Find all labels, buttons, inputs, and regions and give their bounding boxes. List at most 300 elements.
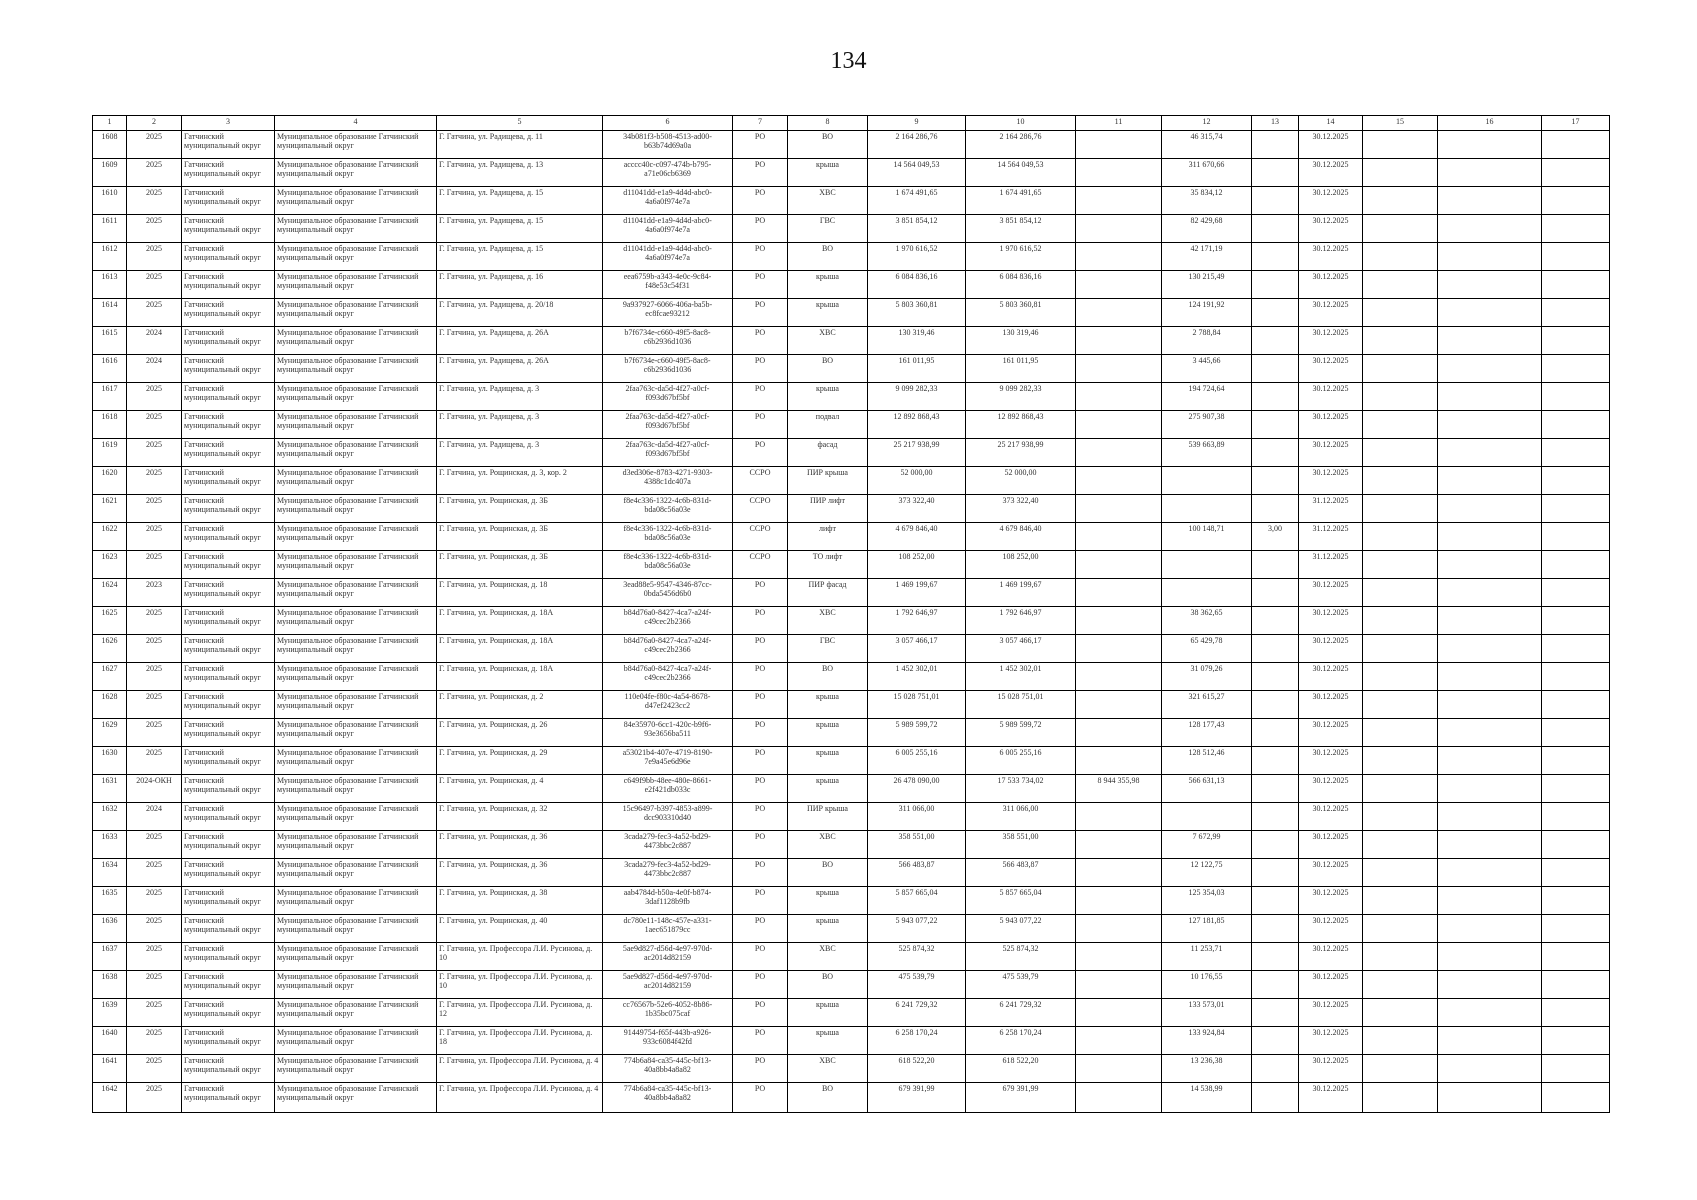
table-cell: Гатчинский муниципальный округ [182,467,275,495]
table-cell: РО [733,859,788,887]
header-row [93,116,1610,131]
table-cell: b84d76a0-8427-4ca7-a24f-c49cec2b2366 [603,635,733,663]
table-cell: 52 000,00 [868,467,966,495]
table-cell: 1609 [93,159,127,187]
table-cell: крыша [788,271,868,299]
table-cell: крыша [788,159,868,187]
table-cell: 618 522,20 [966,1055,1076,1083]
table-cell: РО [733,299,788,327]
table-row [93,607,1610,635]
column-header: 7 [733,116,788,131]
table-cell [1076,299,1162,327]
table-cell [1542,243,1610,271]
table-cell: 130 319,46 [868,327,966,355]
table-cell [1363,383,1438,411]
table-cell: 52 000,00 [966,467,1076,495]
table-cell: Гатчинский муниципальный округ [182,747,275,775]
table-cell [1076,215,1162,243]
table-cell [1542,187,1610,215]
table-cell: 1 792 646,97 [868,607,966,635]
table-cell: Г. Гатчина, ул. Рощинская, д. 29 [437,747,603,775]
table-cell: 5 989 599,72 [868,719,966,747]
table-cell [1076,411,1162,439]
table-cell: РО [733,663,788,691]
table-row [93,131,1610,159]
table-cell: Гатчинский муниципальный округ [182,775,275,803]
table-cell: 774b6a84-ca35-445c-bf13-40a8bb4a8a82 [603,1083,733,1113]
table-row [93,299,1610,327]
table-cell: 30.12.2025 [1299,831,1363,859]
table-cell: 2025 [127,915,182,943]
table-cell [1363,299,1438,327]
table-cell [1363,719,1438,747]
table-cell: Г. Гатчина, ул. Радищева, д. 20/18 [437,299,603,327]
table-cell [1542,635,1610,663]
table-cell: Муниципальное образование Гатчинский муниципальный округ [275,607,437,635]
table-cell: ГВС [788,635,868,663]
table-row [93,859,1610,887]
table-cell [1252,775,1299,803]
table-row [93,355,1610,383]
table-cell: Муниципальное образование Гатчинский муниципальный округ [275,299,437,327]
table-cell [1542,439,1610,467]
table-cell: a53021b4-407e-4719-8190-7e9a45e6d96e [603,747,733,775]
table-cell [1076,467,1162,495]
table-cell: 1615 [93,327,127,355]
table-cell: 679 391,99 [868,1083,966,1113]
table-cell: 2 164 286,76 [868,131,966,159]
table-cell [1252,1055,1299,1083]
table-cell: 34b081f3-b508-4513-ad00-b63b74d69a0a [603,131,733,159]
table-cell [1363,943,1438,971]
table-cell: 161 011,95 [868,355,966,383]
table-cell: 1618 [93,411,127,439]
table-cell: 2 788,84 [1162,327,1252,355]
table-cell: крыша [788,691,868,719]
table-cell: 91449754-f65f-443b-a926-933c6084f42fd [603,1027,733,1055]
table-cell: 1631 [93,775,127,803]
table-cell: 133 924,84 [1162,1027,1252,1055]
table-cell [1363,775,1438,803]
table-cell: Г. Гатчина, ул. Радищева, д. 11 [437,131,603,159]
table-cell [1438,719,1542,747]
table-cell: ВО [788,971,868,999]
table-cell: 108 252,00 [966,551,1076,579]
table-cell: РО [733,131,788,159]
table-cell: крыша [788,299,868,327]
table-cell [1252,187,1299,215]
table-cell: РО [733,1083,788,1113]
table-cell [1363,1083,1438,1113]
table-cell: 566 483,87 [868,859,966,887]
table-cell [1438,187,1542,215]
table-cell: 373 322,40 [868,495,966,523]
table-cell: Муниципальное образование Гатчинский муниципальный округ [275,215,437,243]
table-cell: 679 391,99 [966,1083,1076,1113]
table-cell: крыша [788,1027,868,1055]
table-cell: 321 615,27 [1162,691,1252,719]
table-cell: 2025 [127,271,182,299]
table-cell: 1 674 491,65 [868,187,966,215]
table-cell: 1622 [93,523,127,551]
table-cell: 1633 [93,831,127,859]
table-cell: Муниципальное образование Гатчинский муниципальный округ [275,663,437,691]
table-cell: ХВС [788,187,868,215]
table-cell: РО [733,243,788,271]
table-row [93,159,1610,187]
table-cell: крыша [788,999,868,1027]
table-cell: 2025 [127,971,182,999]
column-header: 13 [1252,116,1299,131]
table-cell: 2023 [127,579,182,607]
table-row [93,747,1610,775]
table-cell: 1641 [93,1055,127,1083]
table-cell: 4 679 846,40 [868,523,966,551]
table-row [93,579,1610,607]
table-cell: 30.12.2025 [1299,299,1363,327]
table-cell: 30.12.2025 [1299,747,1363,775]
table-cell: ХВС [788,943,868,971]
table-cell: ПИР фасад [788,579,868,607]
table-cell: 15 028 751,01 [966,691,1076,719]
table-cell: 1616 [93,355,127,383]
table-row [93,215,1610,243]
table-cell: 161 011,95 [966,355,1076,383]
table-cell: Г. Гатчина, ул. Профессора Л.И. Русинова, д. 4 [437,1055,603,1083]
table-cell [1438,747,1542,775]
table-cell: Гатчинский муниципальный округ [182,327,275,355]
table-cell [1076,159,1162,187]
table-cell: Гатчинский муниципальный округ [182,691,275,719]
table-cell: 311 066,00 [966,803,1076,831]
table-cell: 128 177,43 [1162,719,1252,747]
table-cell [1076,271,1162,299]
table-cell: Гатчинский муниципальный округ [182,243,275,271]
table-row [93,635,1610,663]
table-cell: Муниципальное образование Гатчинский муниципальный округ [275,495,437,523]
table-cell: eea6759b-a343-4e0c-9c84-f48e53c54f31 [603,271,733,299]
table-cell: Гатчинский муниципальный округ [182,131,275,159]
table-cell [1252,803,1299,831]
table-cell: 30.12.2025 [1299,719,1363,747]
table-cell [1438,943,1542,971]
table-cell: 2025 [127,495,182,523]
table-cell: c649f9bb-48ee-480e-8661-e2f421db033c [603,775,733,803]
table-cell: ССРО [733,467,788,495]
table-cell: 9 099 282,33 [868,383,966,411]
table-cell [1252,635,1299,663]
table-cell [1438,215,1542,243]
table-row [93,271,1610,299]
table-cell [1076,551,1162,579]
table-cell: Г. Гатчина, ул. Радищева, д. 16 [437,271,603,299]
table-cell: Г. Гатчина, ул. Радищева, д. 15 [437,215,603,243]
table-cell: крыша [788,915,868,943]
table-cell: 26 478 090,00 [868,775,966,803]
table-cell: 30.12.2025 [1299,1027,1363,1055]
table-cell: 25 217 938,99 [966,439,1076,467]
table-cell [1252,999,1299,1027]
table-cell: Гатчинский муниципальный округ [182,355,275,383]
table-cell: 30.12.2025 [1299,915,1363,943]
table-cell: 1611 [93,215,127,243]
table-cell: Г. Гатчина, ул. Рощинская, д. 36 [437,859,603,887]
table-cell: РО [733,439,788,467]
table-cell [1363,915,1438,943]
table-cell [1542,383,1610,411]
table-cell: 14 564 049,53 [966,159,1076,187]
table-cell: Г. Гатчина, ул. Рощинская, д. 18 [437,579,603,607]
table-row [93,243,1610,271]
table-cell: Муниципальное образование Гатчинский муниципальный округ [275,831,437,859]
table-cell: Муниципальное образование Гатчинский муниципальный округ [275,719,437,747]
table-cell: 30.12.2025 [1299,943,1363,971]
table-cell: 2025 [127,635,182,663]
table-cell: РО [733,999,788,1027]
table-cell: ГВС [788,215,868,243]
table-cell: Г. Гатчина, ул. Рощинская, д. 3Б [437,495,603,523]
table-cell: 2025 [127,887,182,915]
table-cell [1076,859,1162,887]
table-cell: Гатчинский муниципальный округ [182,159,275,187]
table-cell: Муниципальное образование Гатчинский муниципальный округ [275,775,437,803]
table-cell: 84e35970-6cc1-420c-b9f6-93e3656ba511 [603,719,733,747]
table-cell [1438,859,1542,887]
table-cell [1438,635,1542,663]
table-cell: Муниципальное образование Гатчинский муниципальный округ [275,159,437,187]
table-cell [1542,663,1610,691]
table-cell [1438,887,1542,915]
column-header: 15 [1363,116,1438,131]
table-cell: 1612 [93,243,127,271]
table-cell [1542,215,1610,243]
table-cell: РО [733,579,788,607]
table-cell: 30.12.2025 [1299,215,1363,243]
table-cell [1438,1055,1542,1083]
table-cell: Муниципальное образование Гатчинский муниципальный округ [275,411,437,439]
table-cell: 566 483,87 [966,859,1076,887]
table-cell [1363,607,1438,635]
table-cell: Г. Гатчина, ул. Профессора Л.И. Русинова, д. 10 [437,943,603,971]
table-cell: 5ae9d827-d56d-4e97-970d-ac2014d82159 [603,943,733,971]
table-cell: РО [733,887,788,915]
table-cell: cc76567b-52e6-4052-8b86-1b35bc075caf [603,999,733,1027]
table-cell: Муниципальное образование Гатчинский муниципальный округ [275,747,437,775]
table-cell [1076,663,1162,691]
table-cell [1438,467,1542,495]
table-cell: Гатчинский муниципальный округ [182,663,275,691]
table-cell [1438,327,1542,355]
table-cell: 128 512,46 [1162,747,1252,775]
table-cell: dc780e11-148c-457e-a331-1aec651879cc [603,915,733,943]
table-cell: 2025 [127,691,182,719]
table-cell: 3 851 854,12 [868,215,966,243]
table-cell: 3ead88e5-9547-4346-87cc-0bda5456d6b0 [603,579,733,607]
table-cell: Гатчинский муниципальный округ [182,999,275,1027]
table-cell [1438,971,1542,999]
table-cell [1252,1027,1299,1055]
column-header: 12 [1162,116,1252,131]
table-cell: Гатчинский муниципальный округ [182,383,275,411]
table-cell: 38 362,65 [1162,607,1252,635]
table-cell: 35 834,12 [1162,187,1252,215]
table-cell [1438,411,1542,439]
table-cell: 1629 [93,719,127,747]
table-cell: ВО [788,131,868,159]
table-cell: 127 181,85 [1162,915,1252,943]
table-cell: 30.12.2025 [1299,579,1363,607]
table-cell: 2025 [127,663,182,691]
table-cell: подвал [788,411,868,439]
table-cell: 2025 [127,1083,182,1113]
table-cell: Муниципальное образование Гатчинский муниципальный округ [275,383,437,411]
table-cell: 100 148,71 [1162,523,1252,551]
table-cell: acccc40c-c097-474b-b795-a71e06cb6369 [603,159,733,187]
table-cell [1438,439,1542,467]
table-cell: d11041dd-e1a9-4d4d-abc0-4a6a0f974e7a [603,243,733,271]
table-cell: 1 469 199,67 [966,579,1076,607]
table-cell: 30.12.2025 [1299,383,1363,411]
table-cell: Гатчинский муниципальный округ [182,495,275,523]
table-cell [1438,131,1542,159]
table-cell: 6 084 836,16 [966,271,1076,299]
table-cell [1252,971,1299,999]
table-cell: 30.12.2025 [1299,187,1363,215]
table-cell: Гатчинский муниципальный округ [182,215,275,243]
table-cell: Гатчинский муниципальный округ [182,607,275,635]
table-cell: 30.12.2025 [1299,859,1363,887]
table-cell [1438,1027,1542,1055]
table-cell [1076,243,1162,271]
table-cell [1363,1027,1438,1055]
table-cell [1542,831,1610,859]
table-cell: 618 522,20 [868,1055,966,1083]
table-cell: 30.12.2025 [1299,1055,1363,1083]
table-cell: b7f6734e-c660-49f5-8ac8-c6b2936d1036 [603,355,733,383]
table-row [93,775,1610,803]
table-cell [1363,551,1438,579]
table-row [93,495,1610,523]
table-cell [1162,803,1252,831]
table-row [93,719,1610,747]
table-cell: крыша [788,887,868,915]
column-header: 8 [788,116,868,131]
table-cell [1438,299,1542,327]
table-cell: 2025 [127,551,182,579]
table-cell [1363,971,1438,999]
table-cell: ХВС [788,831,868,859]
page-number: 134 [830,48,867,74]
table-cell: Г. Гатчина, ул. Рощинская, д. 4 [437,775,603,803]
table-row [93,1027,1610,1055]
table-cell: 2025 [127,411,182,439]
table-cell: 1 452 302,01 [966,663,1076,691]
table-cell [1438,775,1542,803]
table-cell: 6 005 255,16 [966,747,1076,775]
table-cell [1363,999,1438,1027]
table-cell: Гатчинский муниципальный округ [182,411,275,439]
table-cell: 30.12.2025 [1299,271,1363,299]
table-cell: 2025 [127,243,182,271]
table-cell: Гатчинский муниципальный округ [182,579,275,607]
table-cell: 25 217 938,99 [868,439,966,467]
table-cell: 30.12.2025 [1299,131,1363,159]
table-cell: 30.12.2025 [1299,803,1363,831]
table-cell [1252,747,1299,775]
table-cell: 3 851 854,12 [966,215,1076,243]
table-cell: РО [733,1055,788,1083]
table-cell: Муниципальное образование Гатчинский муниципальный округ [275,859,437,887]
table-cell [1252,579,1299,607]
table-cell: f8e4c336-1322-4c6b-831d-bda08c56a03e [603,523,733,551]
table-cell: 125 354,03 [1162,887,1252,915]
table-row [93,887,1610,915]
table-cell: РО [733,943,788,971]
table-cell [1076,971,1162,999]
table-cell: Г. Гатчина, ул. Профессора Л.И. Русинова, д. 18 [437,1027,603,1055]
table-cell [1438,999,1542,1027]
table-cell: 10 176,55 [1162,971,1252,999]
column-header: 10 [966,116,1076,131]
table-row [93,1083,1610,1113]
table-cell: Г. Гатчина, ул. Рощинская, д. 18А [437,607,603,635]
table-cell [1438,1083,1542,1113]
table-cell: 275 907,38 [1162,411,1252,439]
table-cell [1076,383,1162,411]
table-cell: 2025 [127,1027,182,1055]
table-cell: Муниципальное образование Гатчинский муниципальный округ [275,887,437,915]
table-cell [1542,719,1610,747]
table-cell: 6 241 729,32 [868,999,966,1027]
table-cell: РО [733,607,788,635]
table-cell: 31 079,26 [1162,663,1252,691]
table-cell: 110e04fe-f80c-4a54-8678-d47ef2423cc2 [603,691,733,719]
table-cell [1076,803,1162,831]
table-cell: Г. Гатчина, ул. Рощинская, д. 3Б [437,523,603,551]
table-cell: 5 989 599,72 [966,719,1076,747]
table-row [93,439,1610,467]
table-cell: 14 564 049,53 [868,159,966,187]
table-cell: 124 191,92 [1162,299,1252,327]
table-cell [1542,579,1610,607]
table-cell: 2025 [127,747,182,775]
table-cell [1438,915,1542,943]
table-cell: 358 551,00 [868,831,966,859]
table-cell: Муниципальное образование Гатчинский муниципальный округ [275,523,437,551]
table-cell: 12 892 868,43 [966,411,1076,439]
table-cell [1542,411,1610,439]
table-cell: 31.12.2025 [1299,551,1363,579]
table-cell: РО [733,383,788,411]
table-cell: РО [733,719,788,747]
table-row [93,971,1610,999]
table-cell: РО [733,159,788,187]
table-cell: 12 122,75 [1162,859,1252,887]
table-cell: 6 241 729,32 [966,999,1076,1027]
table-cell [1363,691,1438,719]
table-cell [1363,523,1438,551]
table-cell: фасад [788,439,868,467]
table-cell: d11041dd-e1a9-4d4d-abc0-4a6a0f974e7a [603,187,733,215]
table-cell: 2025 [127,999,182,1027]
table-row [93,1055,1610,1083]
column-header: 14 [1299,116,1363,131]
table-cell: 3 057 466,17 [966,635,1076,663]
table-cell: Г. Гатчина, ул. Рощинская, д. 3, кор. 2 [437,467,603,495]
table-cell: 31.12.2025 [1299,495,1363,523]
table-cell [1542,523,1610,551]
table-cell [1363,187,1438,215]
